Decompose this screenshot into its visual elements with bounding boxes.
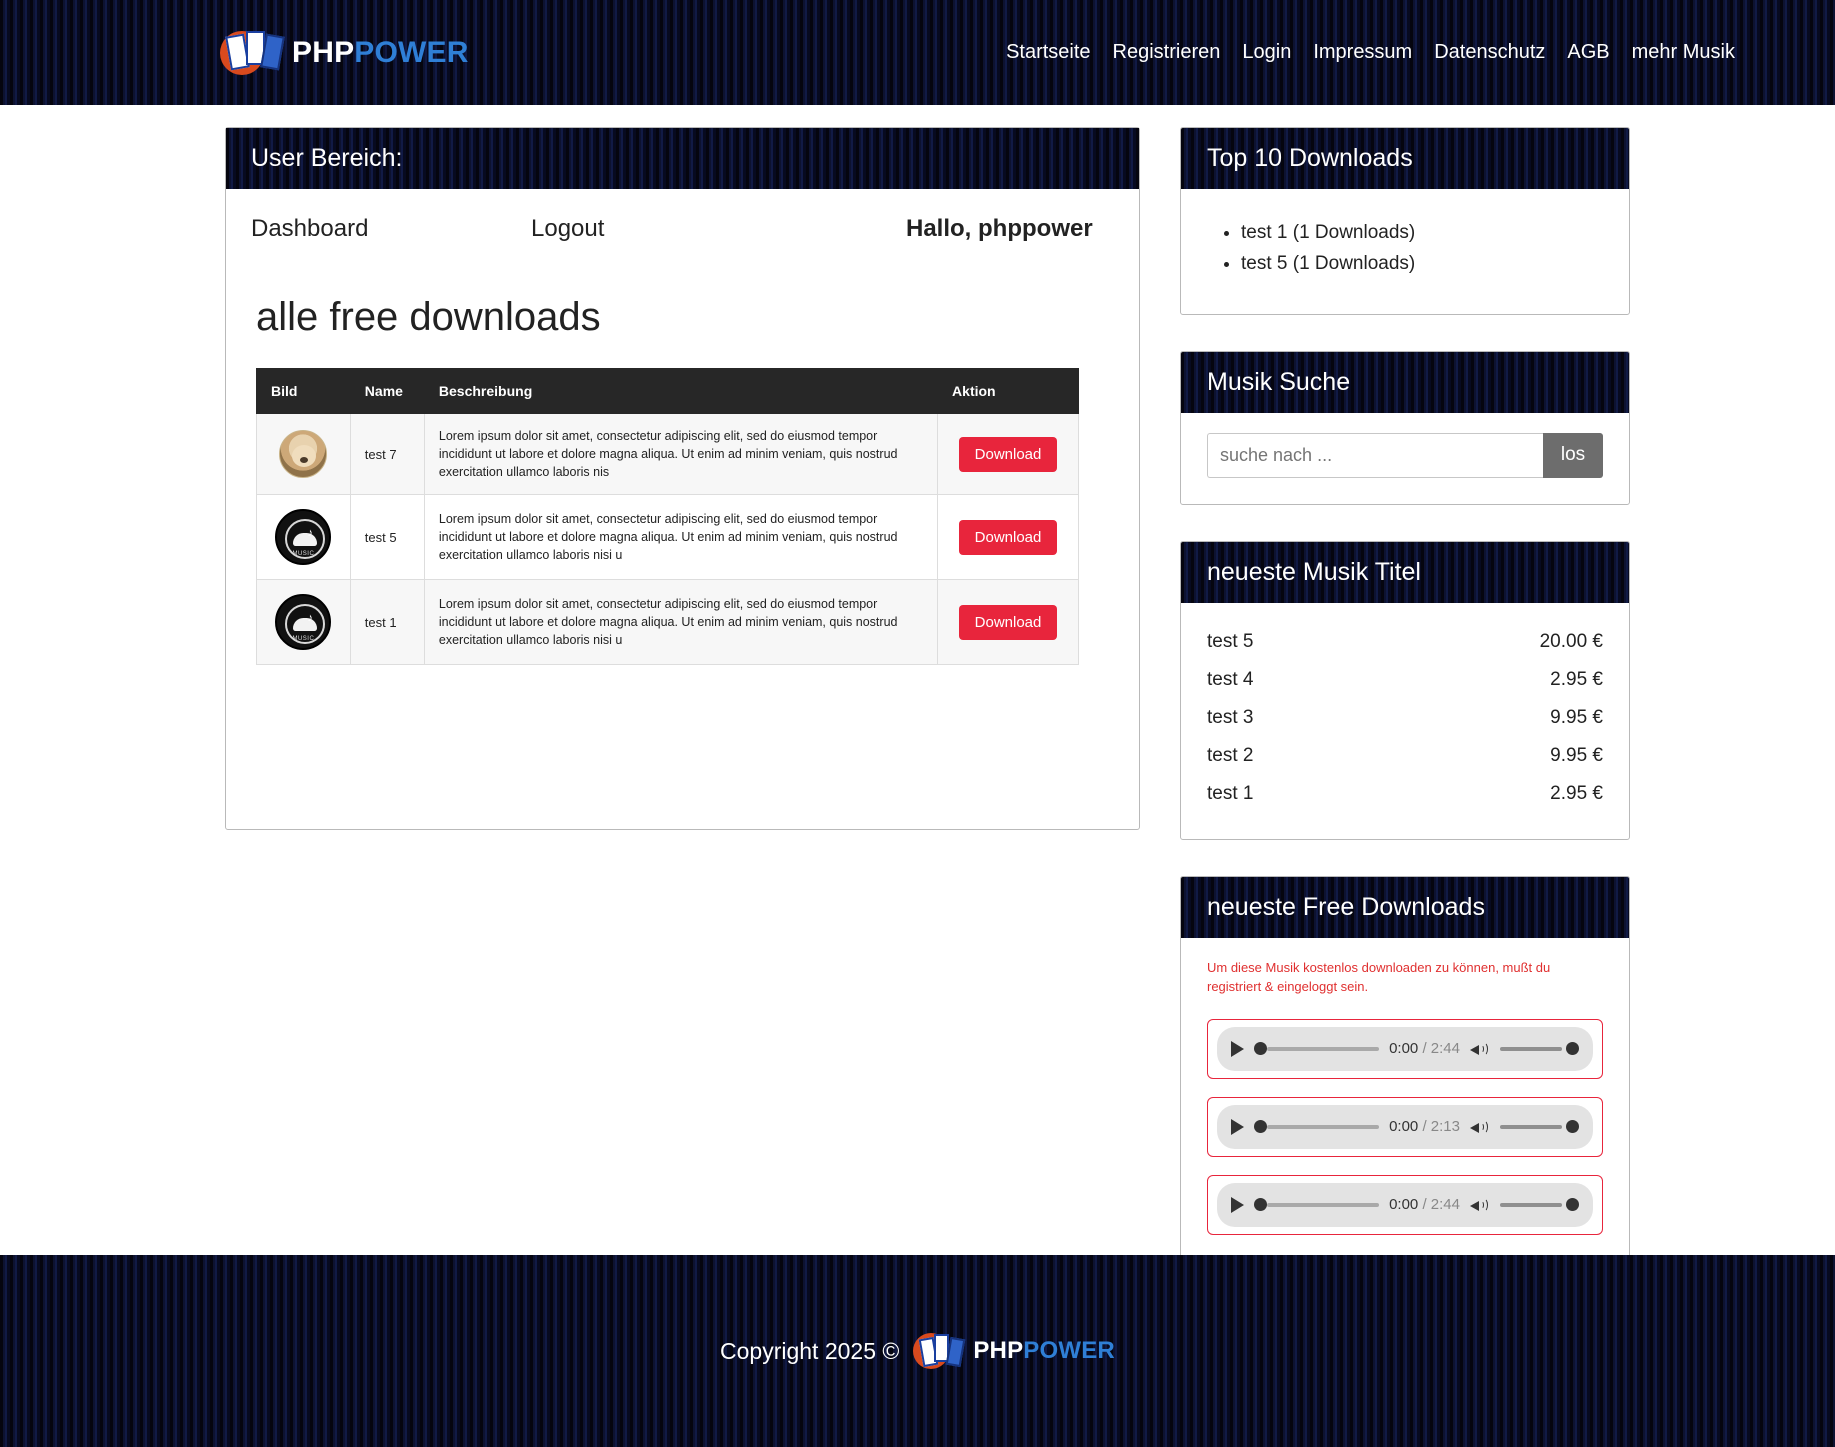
play-icon[interactable] (1231, 1197, 1244, 1213)
column-header-bild: Bild (257, 369, 351, 414)
newest-titles-table (1207, 623, 1603, 813)
music-search-header: Musik Suche (1181, 352, 1629, 413)
cell-aktion (938, 580, 1079, 665)
time-display (1389, 1118, 1460, 1135)
title-name: test 3 (1207, 706, 1254, 728)
volume-slider[interactable] (1500, 1047, 1562, 1051)
column-header-name: Name (350, 369, 424, 414)
table-row (257, 495, 1079, 580)
title-price: 2.95 € (1550, 668, 1603, 690)
nav-item-startseite[interactable]: Startseite (1006, 41, 1091, 63)
cell-bild (257, 414, 351, 495)
table-row (257, 580, 1079, 665)
column-header-beschreibung: Beschreibung (424, 369, 937, 414)
cell-name: test 7 (350, 414, 424, 495)
logo-text-power: POWER (354, 35, 469, 69)
volume-slider-knob[interactable] (1566, 1120, 1579, 1133)
phppower-logo-icon (913, 1328, 967, 1374)
duration: 2:13 (1430, 1118, 1460, 1136)
top10-list (1207, 217, 1603, 280)
list-item[interactable]: • test 1 (1 Downloads) (1241, 217, 1603, 248)
sidebar (1180, 127, 1630, 1316)
list-item[interactable]: • test 5 (1 Downloads) (1241, 248, 1603, 279)
main-navigation (1006, 41, 1735, 64)
title-price: 9.95 € (1550, 706, 1603, 728)
duration: 2:44 (1430, 1040, 1460, 1058)
footer-logo-php: PHP (973, 1337, 1024, 1364)
title-price: 20.00 € (1539, 630, 1603, 652)
cell-bild (257, 580, 351, 665)
footer-logo-power: POWER (1023, 1337, 1115, 1364)
dog-photo-thumbnail (279, 430, 327, 478)
title-name: test 2 (1207, 744, 1254, 766)
table-row[interactable] (1207, 737, 1603, 775)
audio-player[interactable] (1207, 1097, 1603, 1157)
table-row[interactable] (1207, 699, 1603, 737)
volume-icon[interactable] (1470, 1197, 1490, 1213)
link-dashboard[interactable]: Dashboard (251, 215, 369, 242)
logo-text-php: PHP (292, 35, 355, 69)
free-downloads-note: Um diese Musik kostenlos downloaden zu können, mußt du registriert & eingeloggt sein. (1207, 959, 1551, 995)
time-separator: / (1422, 1040, 1427, 1058)
music-disc-icon: ♪ MUSIC (275, 594, 331, 650)
table-row[interactable] (1207, 661, 1603, 699)
free-downloads-body (1181, 938, 1629, 1279)
title-price: 2.95 € (1550, 782, 1603, 804)
duration: 2:44 (1430, 1196, 1460, 1214)
main-column (225, 127, 1140, 830)
cell-bild (257, 495, 351, 580)
site-logo[interactable] (220, 25, 469, 81)
current-time: 0:00 (1389, 1040, 1419, 1058)
top10-panel (1180, 127, 1630, 315)
time-separator: / (1422, 1118, 1427, 1136)
logo-text (292, 36, 469, 70)
nav-item-login[interactable]: Login (1242, 41, 1292, 63)
footer-logo-text (973, 1337, 1115, 1365)
time-display (1389, 1040, 1460, 1057)
user-area-body (226, 189, 1139, 829)
column-header-aktion: Aktion (938, 369, 1079, 414)
current-time: 0:00 (1389, 1118, 1419, 1136)
volume-slider-knob[interactable] (1566, 1198, 1579, 1211)
free-downloads-panel (1180, 876, 1630, 1280)
nav-item-datenschutz[interactable]: Datenschutz (1434, 41, 1546, 63)
table-row[interactable] (1207, 775, 1603, 813)
search-row (1207, 433, 1603, 478)
seek-slider[interactable] (1254, 1120, 1379, 1133)
play-icon[interactable] (1231, 1041, 1244, 1057)
volume-icon[interactable] (1470, 1041, 1490, 1057)
user-area-panel (225, 127, 1140, 830)
newest-titles-panel (1180, 541, 1630, 840)
top10-body (1181, 189, 1629, 314)
nav-item-registrieren[interactable]: Registrieren (1112, 41, 1221, 63)
newest-titles-header: neueste Musik Titel (1181, 542, 1629, 603)
title-name: test 5 (1207, 630, 1254, 652)
play-icon[interactable] (1231, 1119, 1244, 1135)
footer-logo[interactable] (913, 1328, 1115, 1374)
table-row[interactable] (1207, 623, 1603, 661)
cell-name: test 1 (350, 580, 424, 665)
table-header-row (257, 369, 1079, 414)
cell-aktion (938, 414, 1079, 495)
seek-slider[interactable] (1254, 1198, 1379, 1211)
user-area-links (251, 215, 1114, 243)
title-price: 9.95 € (1550, 744, 1603, 766)
cell-beschreibung: Lorem ipsum dolor sit amet, consectetur adipiscing elit, sed do eiusmod tempor incididunt ut labore et dolore magna aliqua. Ut enim ad minim veniam, quis nostrud exercitation ullamco laboris nisi u (424, 580, 937, 665)
top10-header: Top 10 Downloads (1181, 128, 1629, 189)
volume-slider-knob[interactable] (1566, 1042, 1579, 1055)
cell-beschreibung: Lorem ipsum dolor sit amet, consectetur adipiscing elit, sed do eiusmod tempor incididunt ut labore et dolore magna aliqua. Ut enim ad minim veniam, quis nostrud exercitation ullamco laboris nisi u (424, 495, 937, 580)
search-submit-button[interactable]: los (1543, 433, 1603, 478)
cell-aktion (938, 495, 1079, 580)
site-footer (0, 1255, 1835, 1447)
newest-titles-body (1181, 603, 1629, 839)
music-search-body (1181, 413, 1629, 504)
greeting-text: Hallo, phppower (906, 215, 1093, 242)
free-downloads-table (256, 368, 1079, 665)
volume-slider[interactable] (1500, 1203, 1562, 1207)
user-area-header: User Bereich: (226, 128, 1139, 189)
audio-player[interactable] (1207, 1175, 1603, 1235)
search-input[interactable] (1207, 433, 1543, 478)
cell-beschreibung: Lorem ipsum dolor sit amet, consectetur adipiscing elit, sed do eiusmod tempor incididunt ut labore et dolore magna aliqua. Ut enim ad minim veniam, quis nostrud exercitation ullamco laboris nis (424, 414, 937, 495)
cell-name: test 5 (350, 495, 424, 580)
copyright-text: Copyright 2025 © (720, 1337, 900, 1364)
title-name: test 4 (1207, 668, 1254, 690)
download-button[interactable]: Download (959, 520, 1058, 555)
nav-item-mehr-musik[interactable]: mehr Musik (1631, 41, 1735, 63)
nav-item-agb[interactable]: AGB (1567, 41, 1610, 63)
time-display (1389, 1196, 1460, 1213)
music-disc-icon: ♪ MUSIC (275, 509, 331, 565)
table-row (257, 414, 1079, 495)
volume-icon[interactable] (1470, 1119, 1490, 1135)
page-content (0, 105, 1835, 1316)
music-search-panel (1180, 351, 1630, 505)
nav-item-impressum[interactable]: Impressum (1313, 41, 1413, 63)
audio-player[interactable] (1207, 1019, 1603, 1079)
title-name: test 1 (1207, 782, 1254, 804)
page-title: alle free downloads (256, 295, 601, 339)
time-separator: / (1422, 1196, 1427, 1214)
volume-slider[interactable] (1500, 1125, 1562, 1129)
download-button[interactable]: Download (959, 437, 1058, 472)
download-button[interactable]: Download (959, 605, 1058, 640)
site-header (0, 0, 1835, 105)
phppower-logo-icon (220, 25, 286, 81)
link-logout[interactable]: Logout (531, 215, 605, 242)
seek-slider[interactable] (1254, 1042, 1379, 1055)
current-time: 0:00 (1389, 1196, 1419, 1214)
free-downloads-header: neueste Free Downloads (1181, 877, 1629, 938)
